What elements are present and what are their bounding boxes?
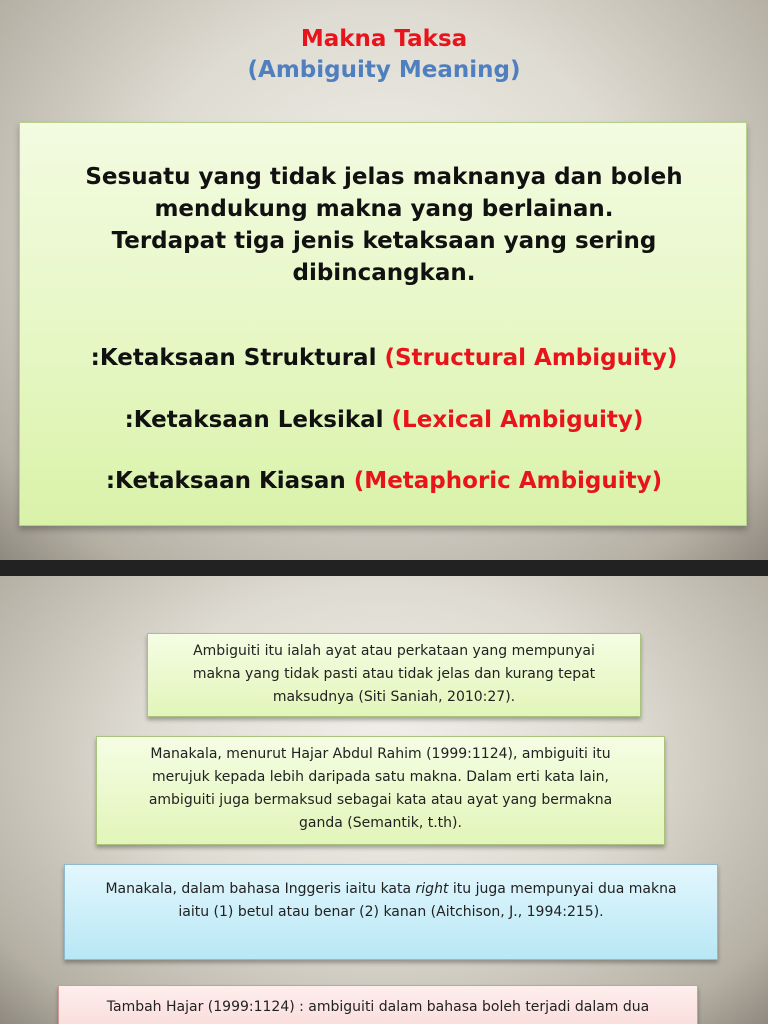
type-malay-label: :Ketaksaan Leksikal [124,407,384,433]
box-line: maksudnya (Siti Saniah, 2010:27). [272,689,516,705]
box-line: Ambiguiti itu ialah ayat atau perkataan yang mempunyai [193,643,595,659]
definition-text [40,161,728,289]
slide-2 [0,576,768,1024]
definition-box-siti-saniah [147,633,641,717]
box-line: makna yang tidak pasti atau tidak jelas dan kurang tepat [192,666,596,682]
ambiguity-type-metaphoric [20,466,748,496]
box-text: Manakala, dalam bahasa Inggeris iaitu kata [105,881,416,897]
type-english-label: (Metaphoric Ambiguity) [353,468,663,494]
definition-line: dibincangkan. [292,260,476,286]
slide-title: Makna Taksa [300,26,468,52]
ambiguity-type-lexical [20,405,748,435]
definition-line: mendukung makna yang berlainan. [154,196,614,222]
type-english-label: (Structural Ambiguity) [384,345,678,371]
box-line: merujuk kepada lebih daripada satu makna. Dalam erti kata lain, [151,769,610,785]
definition-box-hajar [96,736,665,845]
box-text: itu juga mempunyai dua makna [448,881,677,897]
type-malay-label: :Ketaksaan Kiasan [105,468,346,494]
type-english-label: (Lexical Ambiguity) [391,407,644,433]
type-malay-label: :Ketaksaan Struktural [90,345,377,371]
box-line: Tambah Hajar (1999:1124) : ambiguiti dalam bahasa boleh terjadi dalam dua [106,999,650,1015]
definition-line: Terdapat tiga jenis ketaksaan yang sering [111,228,657,254]
definition-panel [19,122,747,526]
slide-subtitle: (Ambiguity Meaning) [247,57,521,83]
box-line: Manakala, menurut Hajar Abdul Rahim (1999:1124), ambiguiti itu [150,746,611,762]
definition-line: Sesuatu yang tidak jelas maknanya dan boleh [85,164,683,190]
box-line: iaitu (1) betul atau benar (2) kanan (Aitchison, J., 1994:215). [178,904,604,920]
definition-box-hajar-addition [58,985,698,1024]
ambiguity-type-structural [20,343,748,373]
box-line: ambiguiti juga bermaksud sebagai kata atau ayat yang bermakna [148,792,613,808]
definition-box-aitchison [64,864,718,960]
box-line: ganda (Semantik, t.th). [299,815,462,831]
box-line [65,878,717,901]
italic-term: right [415,881,449,897]
